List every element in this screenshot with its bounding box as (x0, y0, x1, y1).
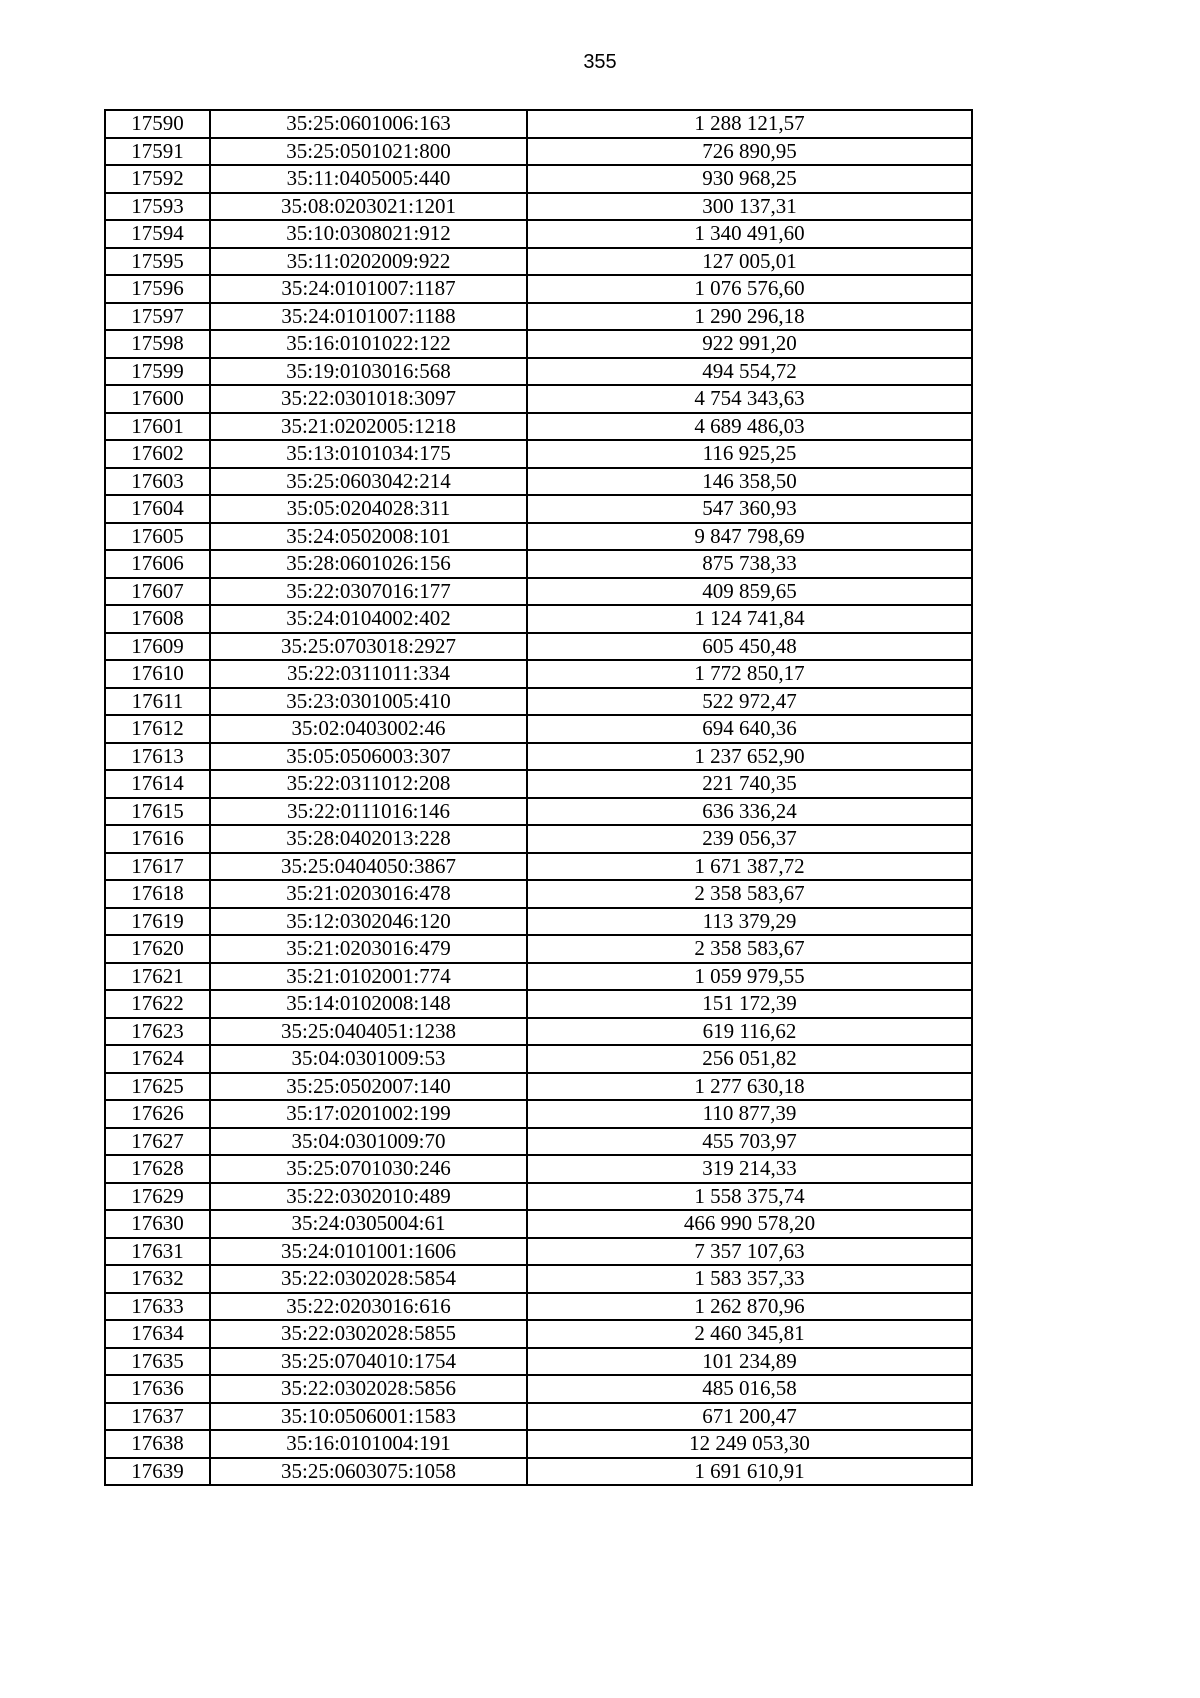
cadastral-number-cell: 35:22:0302010:489 (210, 1183, 527, 1211)
row-number-cell: 17612 (105, 715, 210, 743)
value-cell: 875 738,33 (527, 550, 972, 578)
table-row (105, 963, 972, 991)
table-row (105, 688, 972, 716)
value-cell: 116 925,25 (527, 440, 972, 468)
row-number-cell: 17639 (105, 1458, 210, 1486)
row-number-cell: 17635 (105, 1348, 210, 1376)
cadastral-number-cell: 35:22:0301018:3097 (210, 385, 527, 413)
value-cell: 12 249 053,30 (527, 1430, 972, 1458)
cadastral-number-cell: 35:25:0701030:246 (210, 1155, 527, 1183)
cadastral-number-cell: 35:11:0405005:440 (210, 165, 527, 193)
table-row (105, 138, 972, 166)
row-number-cell: 17636 (105, 1375, 210, 1403)
table-row (105, 358, 972, 386)
row-number-cell: 17629 (105, 1183, 210, 1211)
table-row (105, 303, 972, 331)
row-number-cell: 17628 (105, 1155, 210, 1183)
row-number-cell: 17592 (105, 165, 210, 193)
row-number-cell: 17606 (105, 550, 210, 578)
value-cell: 319 214,33 (527, 1155, 972, 1183)
table-row (105, 578, 972, 606)
table-row (105, 385, 972, 413)
table-row (105, 1210, 972, 1238)
value-cell: 1 671 387,72 (527, 853, 972, 881)
row-number-cell: 17620 (105, 935, 210, 963)
value-cell: 1 076 576,60 (527, 275, 972, 303)
table-row (105, 413, 972, 441)
row-number-cell: 17609 (105, 633, 210, 661)
cadastral-number-cell: 35:24:0101007:1188 (210, 303, 527, 331)
table-row (105, 110, 972, 138)
cadastral-number-cell: 35:23:0301005:410 (210, 688, 527, 716)
row-number-cell: 17623 (105, 1018, 210, 1046)
row-number-cell: 17617 (105, 853, 210, 881)
row-number-cell: 17613 (105, 743, 210, 771)
cadastral-number-cell: 35:02:0403002:46 (210, 715, 527, 743)
value-cell: 4 689 486,03 (527, 413, 972, 441)
row-number-cell: 17630 (105, 1210, 210, 1238)
cadastral-number-cell: 35:24:0101001:1606 (210, 1238, 527, 1266)
row-number-cell: 17615 (105, 798, 210, 826)
value-cell: 2 358 583,67 (527, 880, 972, 908)
table-row (105, 1458, 972, 1486)
value-cell: 101 234,89 (527, 1348, 972, 1376)
cadastral-number-cell: 35:13:0101034:175 (210, 440, 527, 468)
value-cell: 151 172,39 (527, 990, 972, 1018)
table-row (105, 743, 972, 771)
row-number-cell: 17622 (105, 990, 210, 1018)
cadastral-number-cell: 35:22:0311011:334 (210, 660, 527, 688)
value-cell: 4 754 343,63 (527, 385, 972, 413)
row-number-cell: 17597 (105, 303, 210, 331)
value-cell: 2 358 583,67 (527, 935, 972, 963)
table-row (105, 605, 972, 633)
cadastral-number-cell: 35:25:0404051:1238 (210, 1018, 527, 1046)
table-row (105, 468, 972, 496)
cadastral-number-cell: 35:25:0601006:163 (210, 110, 527, 138)
table-row (105, 248, 972, 276)
cadastral-number-cell: 35:25:0501021:800 (210, 138, 527, 166)
table-row (105, 495, 972, 523)
cadastral-number-cell: 35:10:0308021:912 (210, 220, 527, 248)
cadastral-number-cell: 35:04:0301009:53 (210, 1045, 527, 1073)
table-row (105, 798, 972, 826)
table-row (105, 1403, 972, 1431)
row-number-cell: 17607 (105, 578, 210, 606)
row-number-cell: 17591 (105, 138, 210, 166)
value-cell: 9 847 798,69 (527, 523, 972, 551)
value-cell: 1 558 375,74 (527, 1183, 972, 1211)
cadastral-number-cell: 35:22:0311012:208 (210, 770, 527, 798)
value-cell: 1 340 491,60 (527, 220, 972, 248)
value-cell: 485 016,58 (527, 1375, 972, 1403)
table-row (105, 715, 972, 743)
table-row (105, 193, 972, 221)
cadastral-number-cell: 35:12:0302046:120 (210, 908, 527, 936)
value-cell: 466 990 578,20 (527, 1210, 972, 1238)
cadastral-number-cell: 35:21:0202005:1218 (210, 413, 527, 441)
table-row (105, 990, 972, 1018)
cadastral-number-cell: 35:16:0101004:191 (210, 1430, 527, 1458)
row-number-cell: 17595 (105, 248, 210, 276)
table-row (105, 853, 972, 881)
table-row (105, 1430, 972, 1458)
row-number-cell: 17605 (105, 523, 210, 551)
value-cell: 547 360,93 (527, 495, 972, 523)
cadastral-number-cell: 35:21:0102001:774 (210, 963, 527, 991)
value-cell: 930 968,25 (527, 165, 972, 193)
value-cell: 7 357 107,63 (527, 1238, 972, 1266)
table-row (105, 220, 972, 248)
table-row (105, 908, 972, 936)
cadastral-number-cell: 35:05:0204028:311 (210, 495, 527, 523)
value-cell: 522 972,47 (527, 688, 972, 716)
table-row (105, 770, 972, 798)
table-row (105, 550, 972, 578)
row-number-cell: 17621 (105, 963, 210, 991)
table-row (105, 275, 972, 303)
cadastral-number-cell: 35:24:0305004:61 (210, 1210, 527, 1238)
value-cell: 146 358,50 (527, 468, 972, 496)
row-number-cell: 17631 (105, 1238, 210, 1266)
cadastral-number-cell: 35:25:0404050:3867 (210, 853, 527, 881)
value-cell: 619 116,62 (527, 1018, 972, 1046)
row-number-cell: 17600 (105, 385, 210, 413)
row-number-cell: 17634 (105, 1320, 210, 1348)
value-cell: 726 890,95 (527, 138, 972, 166)
row-number-cell: 17627 (105, 1128, 210, 1156)
cadastral-number-cell: 35:25:0703018:2927 (210, 633, 527, 661)
cadastral-number-cell: 35:21:0203016:479 (210, 935, 527, 963)
row-number-cell: 17593 (105, 193, 210, 221)
table-row (105, 330, 972, 358)
table-row (105, 1293, 972, 1321)
value-cell: 239 056,37 (527, 825, 972, 853)
cadastral-number-cell: 35:21:0203016:478 (210, 880, 527, 908)
table-row (105, 1238, 972, 1266)
row-number-cell: 17601 (105, 413, 210, 441)
row-number-cell: 17633 (105, 1293, 210, 1321)
value-cell: 221 740,35 (527, 770, 972, 798)
table-row (105, 440, 972, 468)
cadastral-number-cell: 35:25:0603042:214 (210, 468, 527, 496)
row-number-cell: 17596 (105, 275, 210, 303)
cadastral-number-cell: 35:22:0302028:5856 (210, 1375, 527, 1403)
value-cell: 671 200,47 (527, 1403, 972, 1431)
value-cell: 494 554,72 (527, 358, 972, 386)
table-row (105, 1155, 972, 1183)
row-number-cell: 17624 (105, 1045, 210, 1073)
table-row (105, 633, 972, 661)
table-row (105, 1018, 972, 1046)
value-cell: 922 991,20 (527, 330, 972, 358)
table-row (105, 1265, 972, 1293)
cadastral-number-cell: 35:28:0402013:228 (210, 825, 527, 853)
cadastral-number-cell: 35:16:0101022:122 (210, 330, 527, 358)
cadastral-number-cell: 35:17:0201002:199 (210, 1100, 527, 1128)
cadastral-number-cell: 35:22:0111016:146 (210, 798, 527, 826)
row-number-cell: 17598 (105, 330, 210, 358)
table-row (105, 1073, 972, 1101)
value-cell: 110 877,39 (527, 1100, 972, 1128)
table-row (105, 523, 972, 551)
row-number-cell: 17625 (105, 1073, 210, 1101)
row-number-cell: 17638 (105, 1430, 210, 1458)
cadastral-number-cell: 35:22:0203016:616 (210, 1293, 527, 1321)
value-cell: 256 051,82 (527, 1045, 972, 1073)
value-cell: 1 059 979,55 (527, 963, 972, 991)
row-number-cell: 17616 (105, 825, 210, 853)
value-cell: 1 262 870,96 (527, 1293, 972, 1321)
cadastral-number-cell: 35:28:0601026:156 (210, 550, 527, 578)
row-number-cell: 17632 (105, 1265, 210, 1293)
value-cell: 2 460 345,81 (527, 1320, 972, 1348)
value-cell: 1 691 610,91 (527, 1458, 972, 1486)
value-cell: 1 237 652,90 (527, 743, 972, 771)
table-row (105, 1348, 972, 1376)
cadastral-number-cell: 35:04:0301009:70 (210, 1128, 527, 1156)
row-number-cell: 17619 (105, 908, 210, 936)
table-row (105, 1128, 972, 1156)
value-cell: 1 288 121,57 (527, 110, 972, 138)
cadastral-number-cell: 35:11:0202009:922 (210, 248, 527, 276)
row-number-cell: 17618 (105, 880, 210, 908)
cadastral-number-cell: 35:22:0307016:177 (210, 578, 527, 606)
value-cell: 605 450,48 (527, 633, 972, 661)
cadastral-number-cell: 35:25:0603075:1058 (210, 1458, 527, 1486)
value-cell: 127 005,01 (527, 248, 972, 276)
table-row (105, 1320, 972, 1348)
value-cell: 1 772 850,17 (527, 660, 972, 688)
value-cell: 409 859,65 (527, 578, 972, 606)
table-row (105, 1183, 972, 1211)
row-number-cell: 17604 (105, 495, 210, 523)
value-cell: 1 277 630,18 (527, 1073, 972, 1101)
value-cell: 113 379,29 (527, 908, 972, 936)
table-row (105, 165, 972, 193)
table-row (105, 660, 972, 688)
value-cell: 1 290 296,18 (527, 303, 972, 331)
value-cell: 636 336,24 (527, 798, 972, 826)
cadastral-number-cell: 35:24:0502008:101 (210, 523, 527, 551)
table-row (105, 1100, 972, 1128)
page-number: 355 (583, 51, 617, 73)
cadastral-number-cell: 35:24:0101007:1187 (210, 275, 527, 303)
registry-table (104, 109, 973, 1486)
row-number-cell: 17590 (105, 110, 210, 138)
row-number-cell: 17599 (105, 358, 210, 386)
table-row (105, 935, 972, 963)
value-cell: 1 583 357,33 (527, 1265, 972, 1293)
cadastral-number-cell: 35:10:0506001:1583 (210, 1403, 527, 1431)
table-row (105, 880, 972, 908)
row-number-cell: 17611 (105, 688, 210, 716)
cadastral-number-cell: 35:08:0203021:1201 (210, 193, 527, 221)
value-cell: 455 703,97 (527, 1128, 972, 1156)
row-number-cell: 17610 (105, 660, 210, 688)
row-number-cell: 17637 (105, 1403, 210, 1431)
cadastral-number-cell: 35:05:0506003:307 (210, 743, 527, 771)
table-row (105, 825, 972, 853)
table-row (105, 1045, 972, 1073)
row-number-cell: 17614 (105, 770, 210, 798)
value-cell: 1 124 741,84 (527, 605, 972, 633)
cadastral-number-cell: 35:14:0102008:148 (210, 990, 527, 1018)
row-number-cell: 17594 (105, 220, 210, 248)
cadastral-number-cell: 35:22:0302028:5855 (210, 1320, 527, 1348)
registry-table-body (105, 110, 972, 1485)
cadastral-number-cell: 35:19:0103016:568 (210, 358, 527, 386)
row-number-cell: 17603 (105, 468, 210, 496)
value-cell: 694 640,36 (527, 715, 972, 743)
cadastral-number-cell: 35:25:0704010:1754 (210, 1348, 527, 1376)
value-cell: 300 137,31 (527, 193, 972, 221)
row-number-cell: 17626 (105, 1100, 210, 1128)
table-row (105, 1375, 972, 1403)
cadastral-number-cell: 35:22:0302028:5854 (210, 1265, 527, 1293)
row-number-cell: 17602 (105, 440, 210, 468)
row-number-cell: 17608 (105, 605, 210, 633)
cadastral-number-cell: 35:25:0502007:140 (210, 1073, 527, 1101)
cadastral-number-cell: 35:24:0104002:402 (210, 605, 527, 633)
